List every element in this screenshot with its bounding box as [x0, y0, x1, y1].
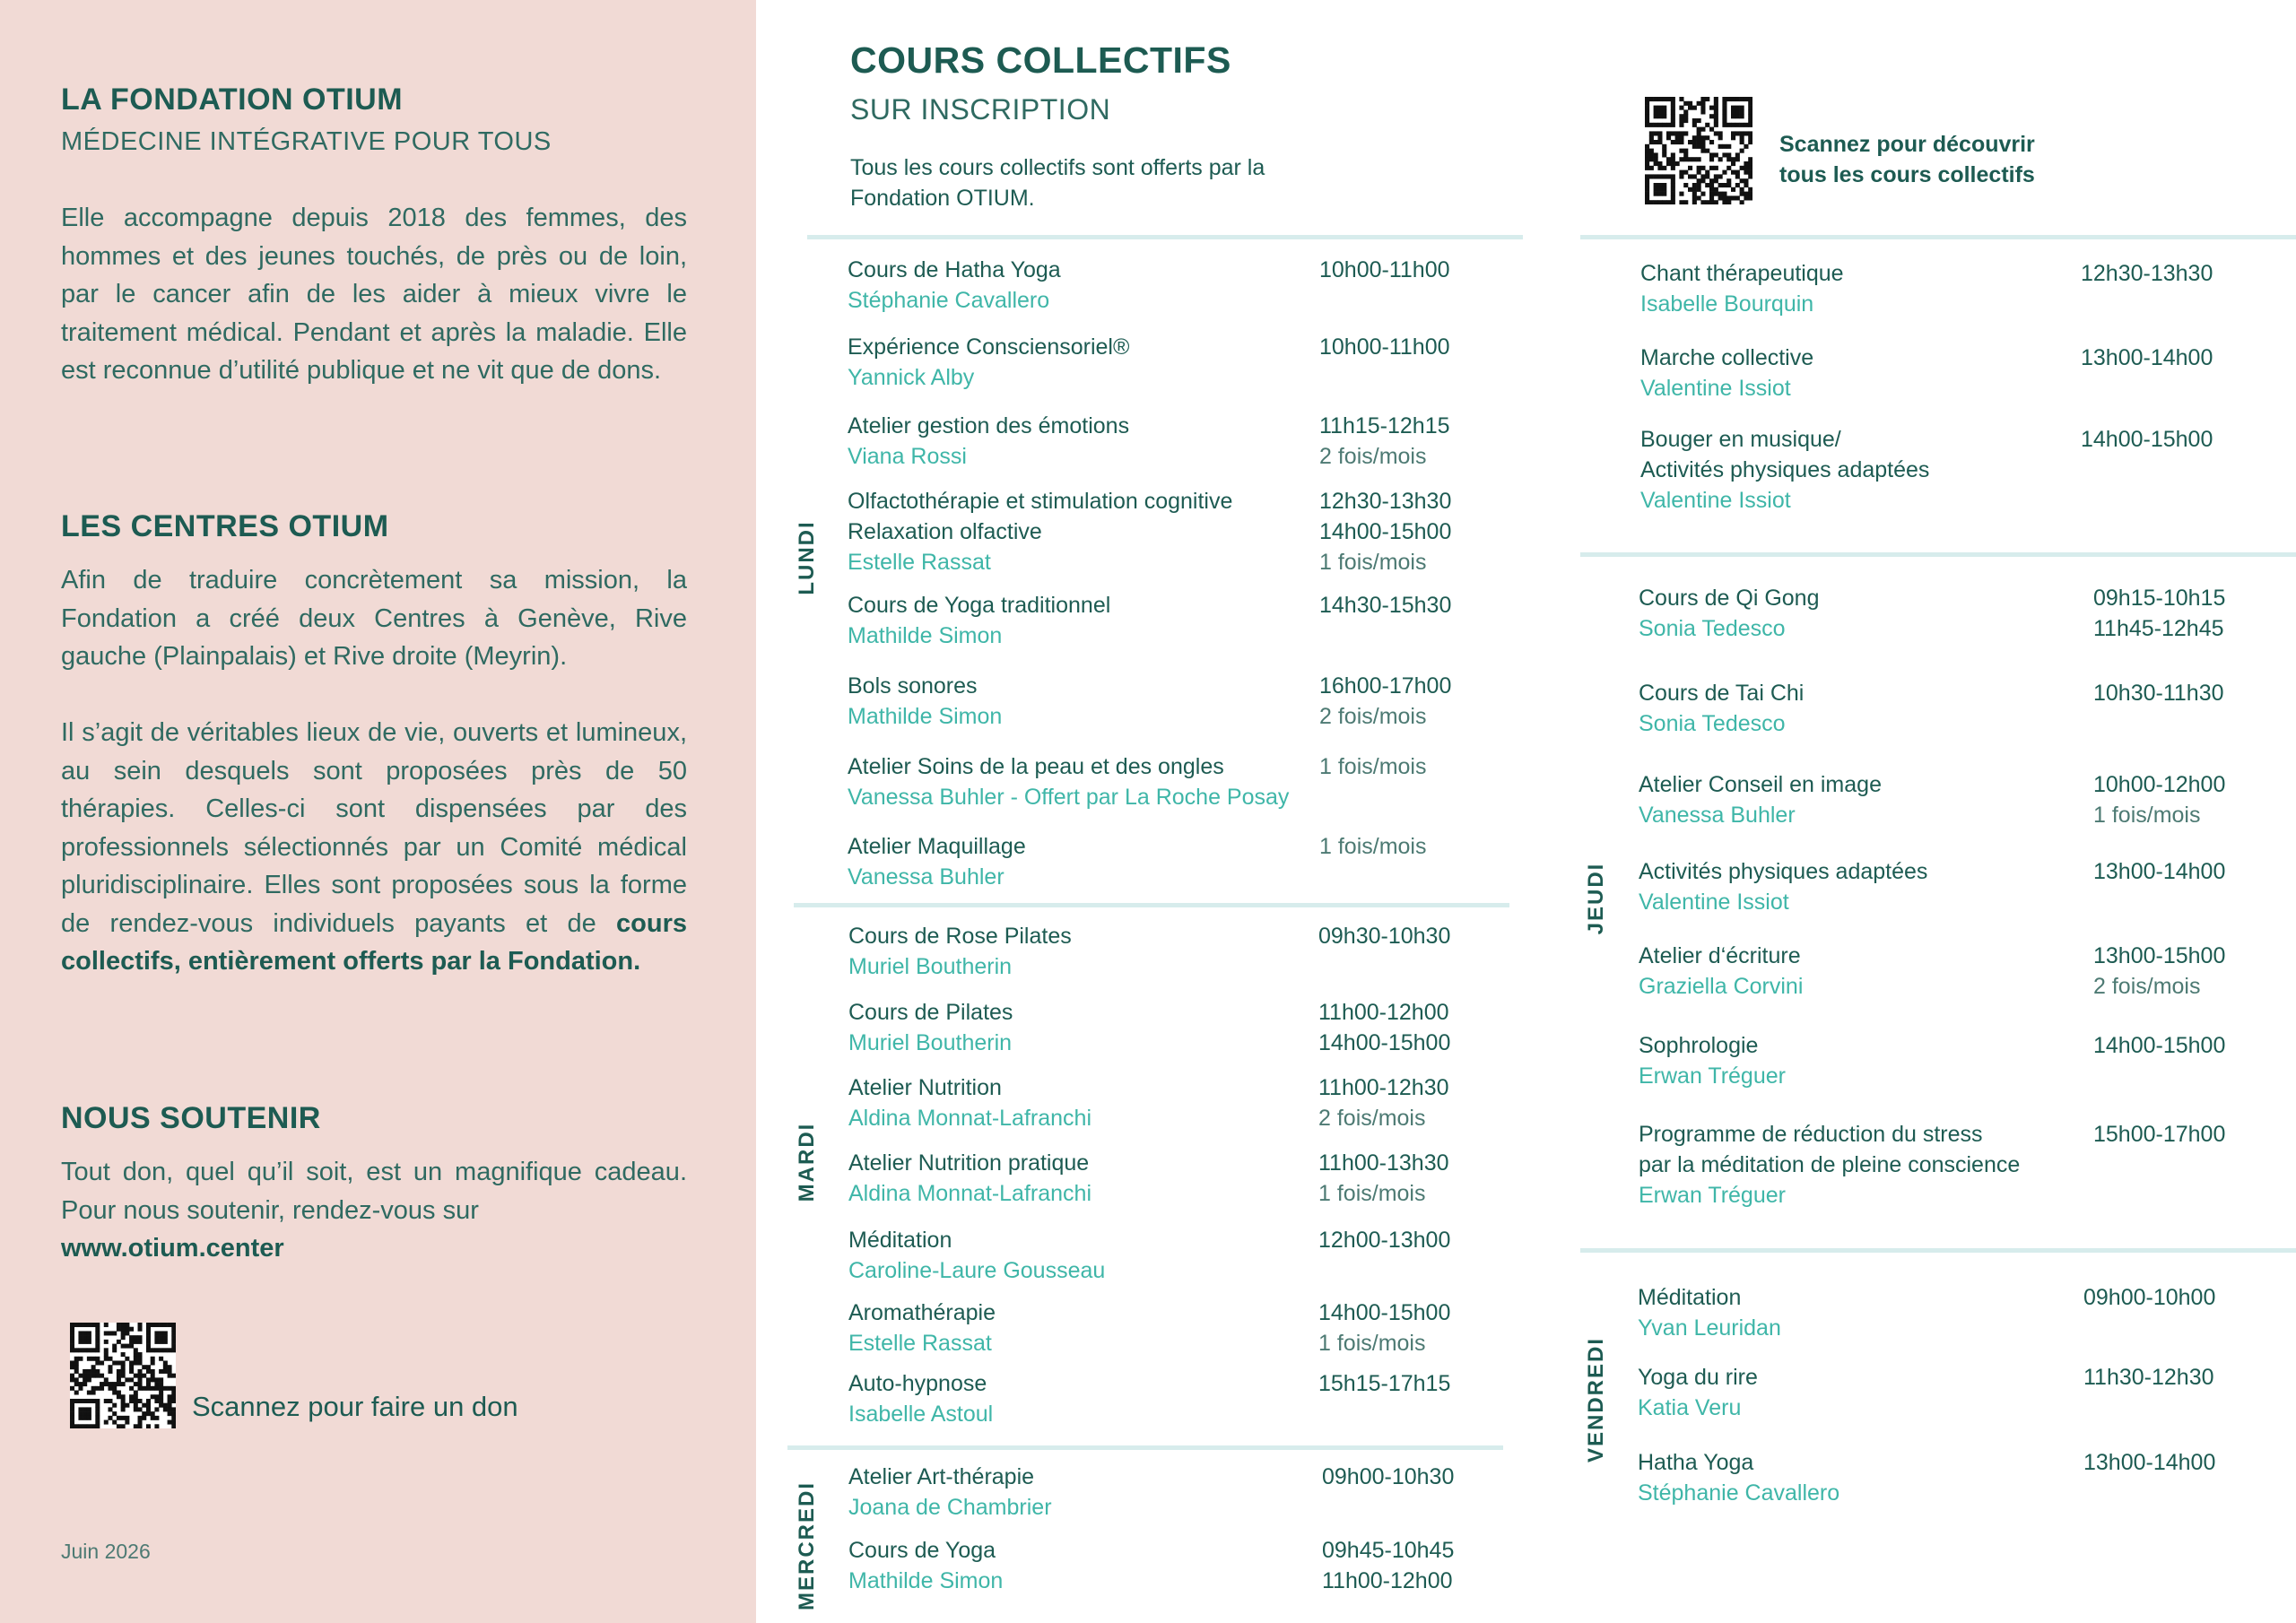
course-name: Méditation: [1638, 1285, 1742, 1310]
course-times: [1322, 1462, 1454, 1492]
course-teacher: Mathilde Simon: [848, 1568, 1004, 1593]
course-name: Méditation: [848, 1228, 952, 1253]
course-teacher: Estelle Rassat: [848, 1331, 992, 1356]
course-entry: [848, 255, 1061, 316]
course-times: [1319, 486, 1451, 577]
course-entry: [1640, 424, 1929, 516]
course-teacher: Sonia Tedesco: [1639, 616, 1786, 641]
course-time: 10h00-11h00: [1319, 334, 1450, 360]
course-times: [1318, 1298, 1450, 1358]
course-times: [2093, 678, 2224, 708]
course-times: [2093, 941, 2225, 1002]
course-times: [1319, 751, 1426, 782]
course-time: 13h00-15h00: [2093, 943, 2226, 968]
course-times: [2081, 424, 2213, 455]
course-time: 11h00-12h30: [1318, 1075, 1449, 1100]
left-panel: [0, 0, 756, 1623]
offer-note: Tous les cours collectifs sont offerts par la Fondation OTIUM.: [850, 155, 1265, 211]
course-time: 14h00-15h00: [2081, 427, 2213, 452]
course-name: Atelier Soins de la peau et des ongles: [848, 754, 1224, 779]
course-name: Cours de Hatha Yoga: [848, 257, 1061, 282]
course-entry: [1640, 343, 1813, 404]
course-entry: [848, 831, 1026, 892]
course-teacher: Joana de Chambrier: [848, 1495, 1052, 1520]
course-time: 10h30-11h30: [2093, 681, 2224, 706]
course-entry: [848, 411, 1129, 472]
courses-scan-label: Scannez pour découvrir tous les cours collectifs: [1779, 132, 2035, 187]
divider: [807, 235, 1523, 239]
course-time: 13h00-14h00: [2093, 859, 2226, 884]
course-times: [2083, 1447, 2215, 1478]
course-teacher: Aldina Monnat-Lafranchi: [848, 1106, 1091, 1131]
course-name: Atelier gestion des émotions: [848, 413, 1130, 438]
course-entry: [1639, 1119, 2020, 1211]
course-teacher: Vanessa Buhler: [848, 864, 1004, 890]
course-name: Yoga du rire: [1638, 1365, 1758, 1390]
course-frequency: 1 fois/mois: [2093, 803, 2201, 828]
course-times: [2083, 1282, 2215, 1313]
course-name: Bols sonores: [848, 673, 978, 699]
course-name: Atelier Nutrition: [848, 1075, 1002, 1100]
course-time: 12h30-13h30: [2081, 261, 2213, 286]
course-time: 14h00-15h00: [2093, 1033, 2226, 1058]
course-time: 11h00-13h30: [1318, 1150, 1449, 1176]
course-entry: [1639, 678, 1804, 739]
course-name: par la méditation de pleine conscience: [1639, 1152, 2021, 1177]
course-name: Activités physiques adaptées: [1639, 859, 1928, 884]
courses-qr-code-icon[interactable]: [1645, 97, 1752, 204]
course-teacher: Valentine Issiot: [1639, 890, 1789, 915]
course-time: 11h15-12h15: [1319, 413, 1450, 438]
support-text: [61, 1153, 687, 1268]
course-times: [2093, 583, 2225, 644]
course-time: 15h15-17h15: [1318, 1371, 1451, 1396]
course-times: [1322, 1535, 1454, 1596]
course-times: [1318, 1148, 1449, 1209]
course-teacher: Graziella Corvini: [1639, 974, 1804, 999]
course-time: 09h45-10h45: [1322, 1538, 1455, 1563]
day-label-mardi: MARDI: [795, 1122, 819, 1202]
course-times: [2093, 1119, 2225, 1150]
course-times: [1318, 1072, 1449, 1133]
course-times: [1319, 332, 1450, 362]
day-label-jeudi: JEUDI: [1584, 862, 1608, 935]
course-time: 09h30-10h30: [1318, 924, 1451, 949]
centres-text-2-start: Il s’agit de véritables lieux de vie, ouverts et lumineux, au sein desquels sont proposées près de 50 thérapies. Celles-ci sont dispensées par des professionnels sélectionnés par un Comité médical pluridisciplinaire. Elles sont proposées sous la forme de rendez-vous individuels payants et de: [61, 718, 687, 938]
course-frequency: 1 fois/mois: [1319, 550, 1427, 575]
course-time: 12h00-13h00: [1318, 1228, 1451, 1253]
course-entry: [848, 1072, 1091, 1133]
course-name: Cours de Pilates: [848, 1000, 1013, 1025]
course-times: [2081, 258, 2213, 289]
course-times: [1319, 671, 1451, 732]
foundation-text: Elle accompagne depuis 2018 des femmes, des hommes et des jeunes touchés, de près ou de loin, par le cancer afin de les aider à mieux vivre le traitement médical. Pendant et après la maladie. Elle est reconnue d’utilité publique et ne vit que de dons.: [61, 204, 687, 385]
page-subtitle: SUR INSCRIPTION: [850, 93, 1111, 126]
course-name: Relaxation olfactive: [848, 519, 1042, 544]
course-name: Marche collective: [1640, 345, 1814, 370]
course-name: Olfactothérapie et stimulation cognitive: [848, 489, 1233, 514]
course-teacher: Caroline-Laure Gousseau: [848, 1258, 1106, 1283]
course-frequency: 1 fois/mois: [1319, 834, 1427, 859]
course-name: Auto-hypnose: [848, 1371, 987, 1396]
course-name: Cours de Qi Gong: [1639, 586, 1820, 611]
foundation-subtitle: MÉDECINE INTÉGRATIVE POUR TOUS: [61, 127, 552, 156]
course-frequency: 2 fois/mois: [1319, 444, 1427, 469]
day-label-lundi: LUNDI: [795, 520, 819, 595]
course-entry: [848, 1535, 1003, 1596]
course-time: 14h00-15h00: [1319, 519, 1452, 544]
course-name: Activités physiques adaptées: [1640, 457, 1930, 482]
course-name: Programme de réduction du stress: [1639, 1122, 1983, 1147]
day-label-vendredi: VENDREDI: [1584, 1336, 1608, 1462]
course-teacher: Muriel Boutherin: [848, 954, 1013, 979]
course-name: Expérience Consciensoriel®: [848, 334, 1130, 360]
divider: [1580, 235, 2296, 239]
course-teacher: Valentine Issiot: [1640, 488, 1791, 513]
course-entry: [1639, 1030, 1786, 1091]
course-entry: [848, 1298, 996, 1358]
course-time: 09h00-10h30: [1322, 1464, 1455, 1489]
course-teacher: Isabelle Bourquin: [1640, 291, 1814, 317]
course-entry: [1639, 769, 1882, 830]
course-teacher: Erwan Tréguer: [1639, 1063, 1786, 1089]
course-name: Atelier Art-thérapie: [848, 1464, 1035, 1489]
course-time: 13h00-14h00: [2083, 1450, 2216, 1475]
course-time: 14h00-15h00: [1318, 1030, 1451, 1055]
course-entry: [848, 671, 1002, 732]
centres-title: LES CENTRES OTIUM: [61, 509, 389, 543]
donation-qr-code-icon[interactable]: [70, 1323, 176, 1428]
support-text-body: Tout don, quel qu’il soit, est un magnifique cadeau. Pour nous soutenir, rendez-vous sur: [61, 1158, 687, 1225]
support-url[interactable]: www.otium.center: [61, 1234, 284, 1263]
course-name: Cours de Yoga: [848, 1538, 996, 1563]
course-entry: [848, 997, 1013, 1058]
course-entry: [848, 1462, 1052, 1523]
course-name: Atelier Maquillage: [848, 834, 1026, 859]
course-teacher: Vanessa Buhler: [1639, 803, 1796, 828]
divider: [794, 903, 1509, 907]
centres-text-2-bold: cours collectifs, entièrement offerts par la Fondation.: [61, 908, 687, 976]
course-name: Atelier Conseil en image: [1639, 772, 1882, 797]
course-name: Cours de Tai Chi: [1639, 681, 1805, 706]
course-times: [1318, 1225, 1450, 1255]
course-time: 13h00-14h00: [2081, 345, 2213, 370]
course-entry: [1639, 941, 1803, 1002]
course-time: 09h00-10h00: [2083, 1285, 2216, 1310]
centres-text-2: [61, 714, 687, 981]
course-entry: [848, 590, 1110, 651]
course-times: [1318, 997, 1450, 1058]
course-time: 15h00-17h00: [2093, 1122, 2226, 1147]
course-entry: [1639, 856, 1927, 917]
course-times: [2093, 1030, 2225, 1061]
divider: [1580, 1248, 2296, 1253]
course-entry: [848, 751, 1289, 812]
course-times: [1318, 921, 1450, 951]
course-frequency: 1 fois/mois: [1318, 1181, 1426, 1206]
donation-scan-label: Scannez pour faire un don: [192, 1391, 518, 1422]
course-name: Cours de Rose Pilates: [848, 924, 1072, 949]
course-teacher: Katia Veru: [1638, 1395, 1742, 1420]
course-name: Atelier Nutrition pratique: [848, 1150, 1090, 1176]
course-entry: [848, 1148, 1091, 1209]
course-times: [1319, 411, 1450, 472]
course-teacher: Muriel Boutherin: [848, 1030, 1013, 1055]
course-teacher: Stéphanie Cavallero: [848, 288, 1050, 313]
course-name: Atelier d‘écriture: [1639, 943, 1801, 968]
course-name: Hatha Yoga: [1638, 1450, 1754, 1475]
support-title: NOUS SOUTENIR: [61, 1101, 321, 1135]
centres-text-1: Afin de traduire concrètement sa mission, la Fondation a créé deux Centres à Genève, Rive gauche (Plainpalais) et Rive droite (Meyrin).: [61, 566, 687, 671]
course-teacher: Mathilde Simon: [848, 623, 1003, 648]
foundation-title: LA FONDATION OTIUM: [61, 82, 404, 117]
divider: [1580, 552, 2296, 557]
course-name: Aromathérapie: [848, 1300, 996, 1325]
course-entry: [1640, 258, 1844, 319]
course-times: [2081, 343, 2213, 373]
course-frequency: 2 fois/mois: [1319, 704, 1427, 729]
divider: [787, 1445, 1503, 1450]
course-entry: [1638, 1447, 1839, 1508]
course-time: 09h15-10h15: [2093, 586, 2226, 611]
course-teacher: Valentine Issiot: [1640, 376, 1791, 401]
course-frequency: 2 fois/mois: [2093, 974, 2201, 999]
course-times: [2093, 769, 2225, 830]
day-label-mercredi: MERCREDI: [795, 1480, 819, 1610]
course-time: 11h00-12h00: [1322, 1568, 1453, 1593]
course-teacher: Vanessa Buhler - Offert par La Roche Posay: [848, 785, 1290, 810]
course-time: 12h30-13h30: [1319, 489, 1452, 514]
course-teacher: Estelle Rassat: [848, 550, 991, 575]
course-teacher: Mathilde Simon: [848, 704, 1003, 729]
course-teacher: Isabelle Astoul: [848, 1402, 994, 1427]
course-times: [1319, 590, 1451, 621]
course-times: [1318, 1368, 1450, 1399]
course-frequency: 1 fois/mois: [1319, 754, 1427, 779]
course-name: Sophrologie: [1639, 1033, 1759, 1058]
course-time: 10h00-12h00: [2093, 772, 2226, 797]
course-name: Cours de Yoga traditionnel: [848, 593, 1111, 618]
course-times: [1319, 831, 1426, 862]
course-entry: [848, 921, 1072, 982]
course-time: 14h30-15h30: [1319, 593, 1452, 618]
course-time: 11h00-12h00: [1318, 1000, 1449, 1025]
course-time: 11h45-12h45: [2093, 616, 2224, 641]
course-entry: [848, 486, 1232, 577]
course-times: [2093, 856, 2225, 887]
course-time: 11h30-12h30: [2083, 1365, 2214, 1390]
course-time: 10h00-11h00: [1319, 257, 1450, 282]
course-teacher: Stéphanie Cavallero: [1638, 1480, 1840, 1506]
course-frequency: 1 fois/mois: [1318, 1331, 1426, 1356]
course-teacher: Yvan Leuridan: [1638, 1315, 1781, 1341]
course-entry: [1639, 583, 1820, 644]
course-times: [1319, 255, 1450, 285]
course-times: [2083, 1362, 2214, 1393]
course-entry: [1638, 1282, 1781, 1343]
edition-date: Juin 2026: [61, 1540, 151, 1563]
course-name: Chant thérapeutique: [1640, 261, 1844, 286]
course-name: Bouger en musique/: [1640, 427, 1841, 452]
course-time: 14h00-15h00: [1318, 1300, 1451, 1325]
course-frequency: 2 fois/mois: [1318, 1106, 1426, 1131]
course-entry: [848, 332, 1129, 393]
course-entry: [848, 1225, 1105, 1286]
course-entry: [848, 1368, 993, 1429]
course-teacher: Sonia Tedesco: [1639, 711, 1786, 736]
course-teacher: Aldina Monnat-Lafranchi: [848, 1181, 1091, 1206]
course-teacher: Erwan Tréguer: [1639, 1183, 1786, 1208]
course-entry: [1638, 1362, 1758, 1423]
course-teacher: Viana Rossi: [848, 444, 967, 469]
course-teacher: Yannick Alby: [848, 365, 975, 390]
course-time: 16h00-17h00: [1319, 673, 1452, 699]
page-title: COURS COLLECTIFS: [850, 39, 1231, 81]
